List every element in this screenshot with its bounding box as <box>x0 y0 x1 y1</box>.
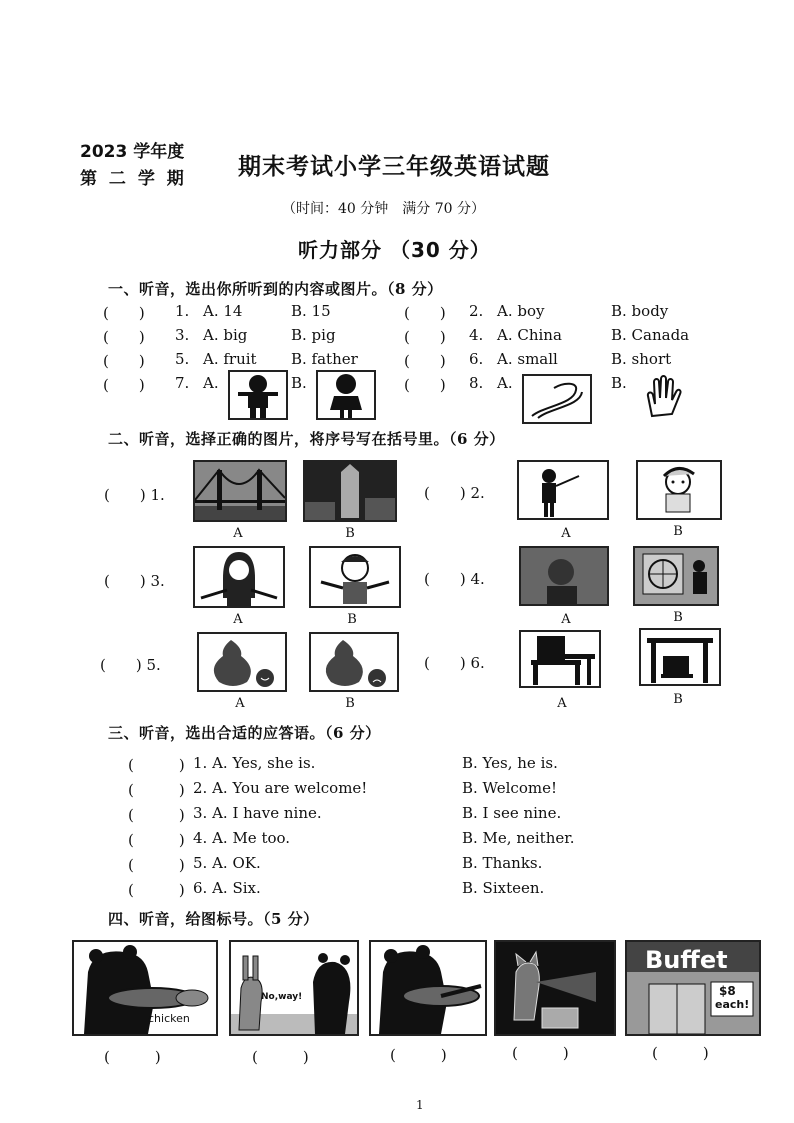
answer-bracket[interactable]: ( ) <box>128 881 185 899</box>
buffet-text: Buffet <box>645 946 728 974</box>
pear-icon[interactable] <box>197 632 287 692</box>
exam-subtitle: （时间：40 分钟 满分 70 分） <box>282 201 485 217</box>
s2-question[interactable]: ( ) 2. <box>424 484 485 502</box>
s2-question[interactable]: ( ) 4. <box>424 570 485 588</box>
rabbit-icon[interactable] <box>229 940 359 1036</box>
answer-bracket[interactable]: ( ) <box>103 352 145 370</box>
girl-icon[interactable] <box>316 370 376 420</box>
tower-icon[interactable] <box>303 460 397 522</box>
kid-icon[interactable] <box>309 546 401 608</box>
answer-bracket[interactable]: ( ) <box>652 1044 709 1062</box>
s1-row: ( ) 5. A. fruit B. father ( ) 6. A. small B. short <box>103 350 672 370</box>
answer-bracket[interactable]: ( ) <box>404 352 446 370</box>
boy-icon[interactable] <box>636 460 722 520</box>
chair-icon[interactable] <box>519 630 601 688</box>
answer-bracket[interactable]: ( ) <box>128 856 185 874</box>
s2-question[interactable]: ( ) 6. <box>424 654 485 672</box>
s2-question[interactable]: ( ) 5. <box>100 656 161 674</box>
s3-row: ( ) 2. A. You are welcome! B. Welcome! <box>128 779 557 799</box>
globe-icon[interactable] <box>633 546 719 606</box>
buffet-sign-icon[interactable] <box>625 940 761 1036</box>
boy-portrait-icon[interactable] <box>519 546 609 606</box>
cat-icon[interactable] <box>494 940 616 1036</box>
part-title: 听力部分 （30 分） <box>298 238 491 262</box>
s1-row: ( ) 1. A. 14 B. 15 ( ) 2. A. boy B. body <box>103 302 669 322</box>
woman-icon[interactable] <box>193 546 285 608</box>
term: 第 二 学 期 <box>80 169 187 189</box>
answer-bracket[interactable]: ( ) <box>128 831 185 849</box>
bear-icon[interactable] <box>369 940 487 1036</box>
chair-icon[interactable] <box>639 628 721 686</box>
answer-bracket[interactable]: ( ) <box>390 1046 447 1064</box>
s1-row: ( ) 3. A. big B. pig ( ) 4. A. China B. Canada <box>103 326 690 346</box>
answer-bracket[interactable]: ( ) <box>512 1044 569 1062</box>
answer-bracket[interactable]: ( ) <box>404 376 446 394</box>
answer-bracket[interactable]: ( ) <box>104 1048 161 1066</box>
s3-row: ( ) 1. A. Yes, she is. B. Yes, he is. <box>128 754 558 774</box>
answer-bracket[interactable]: ( ) <box>128 806 185 824</box>
pear-icon[interactable] <box>309 632 399 692</box>
answer-bracket[interactable]: ( ) <box>103 376 145 394</box>
school-year: 2023 学年度 <box>80 142 185 162</box>
s3-row: ( ) 6. A. Six. B. Sixteen. <box>128 879 545 899</box>
answer-bracket[interactable]: ( ) <box>128 756 185 774</box>
s1-row: ( ) 7. A. B. ( ) 8. A. B. <box>103 374 627 394</box>
each-text: each! <box>715 998 750 1011</box>
section2-heading: 二、听音，选择正确的图片，将序号写在括号里。（6 分） <box>108 430 505 448</box>
chicken-text: chicken <box>148 1012 190 1025</box>
bridge-icon[interactable] <box>193 460 287 522</box>
hand-icon[interactable] <box>642 374 686 420</box>
bear-icon[interactable] <box>72 940 218 1036</box>
answer-bracket[interactable]: ( ) <box>103 328 145 346</box>
section1-heading: 一、听音，选出你所听到的内容或图片。（8 分） <box>108 280 443 298</box>
exam-title: 期末考试小学三年级英语试题 <box>238 154 550 180</box>
s3-row: ( ) 3. A. I have nine. B. I see nine. <box>128 804 562 824</box>
s2-question[interactable]: ( ) 3. <box>104 572 165 590</box>
answer-bracket[interactable]: ( ) <box>404 304 446 322</box>
s2-question[interactable]: ( ) 1. <box>104 486 165 504</box>
section4-heading: 四、听音，给图标号。（5 分） <box>108 910 319 928</box>
person-icon[interactable] <box>228 370 288 420</box>
answer-bracket[interactable]: ( ) <box>252 1048 309 1066</box>
swirl-icon[interactable] <box>522 374 592 424</box>
answer-bracket[interactable]: ( ) <box>103 304 145 322</box>
teacher-icon[interactable] <box>517 460 609 520</box>
page-number: 1 <box>416 1098 424 1112</box>
section3-heading: 三、听音，选出合适的应答语。（6 分） <box>108 724 381 742</box>
s3-row: ( ) 5. A. OK. B. Thanks. <box>128 854 543 874</box>
noway-text: No,way! <box>261 992 303 1002</box>
answer-bracket[interactable]: ( ) <box>404 328 446 346</box>
price-text: $8 <box>719 984 736 998</box>
answer-bracket[interactable]: ( ) <box>128 781 185 799</box>
s3-row: ( ) 4. A. Me too. B. Me, neither. <box>128 829 575 849</box>
